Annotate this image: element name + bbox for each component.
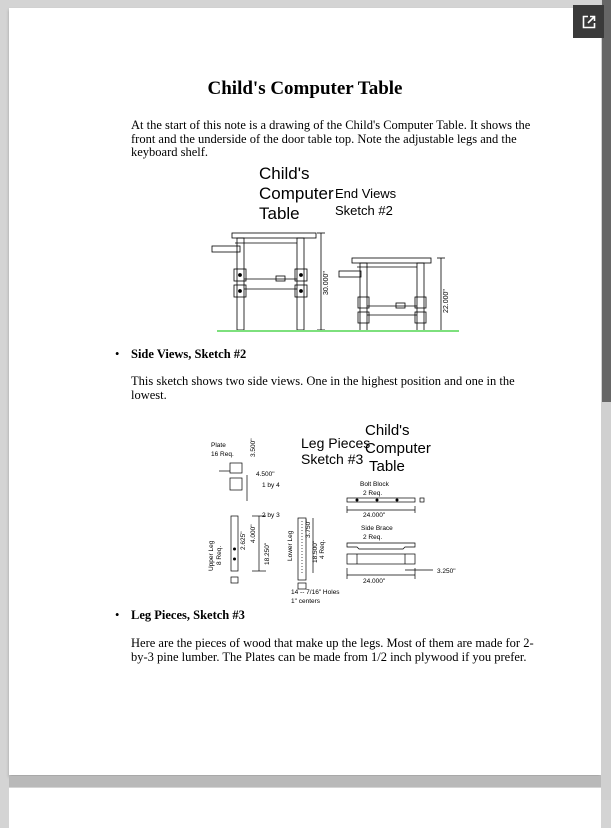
sketch-label: Child's [365,422,410,439]
sketch-label: 2 Req. [363,534,383,541]
dimension-label: 30.000" [323,271,330,295]
sketch-label: Sketch #2 [335,203,393,218]
dimension-label: 22.000" [443,289,450,313]
sketch-label: 18.500" [312,540,319,563]
bullet: • [115,347,120,361]
sketch-label: 24.000" [363,578,386,585]
page-gap [9,776,601,787]
sketch-label: 1" centers [291,598,321,605]
sketch-label: 3.250" [437,568,456,575]
open-in-new-window-icon [582,15,596,29]
page-title: Child's Computer Table [207,78,403,99]
sketch-label: 3.750" [305,519,312,538]
leg-pieces-sketch [197,413,467,608]
sketch-label: 4 Req. [319,539,326,559]
side-views-paragraph [131,375,515,402]
sketch-label: Side Brace [361,525,393,532]
sketch-label: 14 -- 7/16" Holes [291,589,340,596]
sketch-label: 18.250" [264,542,271,565]
intro-paragraph [131,119,530,160]
sketch-label: 3.500" [250,438,257,457]
sketch-label: 2 Req. [363,490,383,497]
document-page: Child's Computer Table At the start of this note is a drawing of the Child's Computer Table. It shows the front and the underside of the door table top. Note the adjustable legs and the keyboard shelf. Child's Computer Table End Views Sketch #2 30.000" 22.000" • Side Views, Sketch #2 This sketch shows two side views. One in the highest position and one in the lowest. Leg Pieces Sketch #3 Child's Computer Table Plate 16 Req. 3.500" 4.500" 1 by 4 2 by 3 Upper Leg 8 Req. 2.625" 4.000" 18.250" Lower Leg 3.750" 18.500" 4 Req. 14 -- 7/16" Holes 1" centers Bolt Block 2 Req. 24.000" Side Brace 2 Req. 24.000" 3.250" • Leg Pieces, Sketch #3 Here are the pieces of wood that make up the legs. Most of them are made for 2- by-3 pine lumber. The Plates can be made from 1/2 inch plywood if you prefer. [9,8,601,775]
sketch-label: 2 by 3 [262,512,280,519]
sketch-label: Computer [365,440,431,457]
text-line: lowest. [131,387,167,402]
sketch-label: 1 by 4 [262,482,280,489]
sketch-label: Lower Leg [287,530,294,561]
sketch-label: Bolt Block [360,481,389,488]
leg-pieces-paragraph [131,637,534,664]
popout-button[interactable] [573,5,604,38]
next-page [9,788,601,828]
text-line: This sketch shows two side views. One in the highest position and one in the [131,374,515,388]
sketch-label: Child's [259,164,310,183]
sketch-label: End Views [335,186,397,201]
text-line: front and the underside of the door table top. Note the adjustable legs and the [131,131,517,146]
text-line: by-3 pine lumber. The Plates can be made from 1/2 inch plywood if you prefer. [131,649,527,664]
text-line: At the start of this note is a drawing of the Child's Computer Table. It shows the [131,118,531,132]
sketch-label: 8 Req. [216,545,223,565]
sketch-label: Computer [259,184,334,203]
sketch-label: Plate [211,442,226,449]
sketch-label: 4.500" [256,471,275,478]
text-line: Here are the pieces of wood that make up the legs. Most of them are made for 2- [131,636,534,650]
sketch-label: 16 Req. [211,451,234,458]
bullet: • [115,608,120,622]
scrollbar-thumb[interactable] [602,0,611,402]
end-views-sketch [197,155,467,345]
sketch-label: 4.000" [250,524,257,543]
sketch-label: Sketch #3 [301,451,364,467]
sketch-label: Upper Leg [208,540,215,571]
sketch-label: Leg Pieces [301,435,371,451]
sketch-label: Table [259,204,300,223]
sketch-label: Table [369,458,405,475]
text-line: keyboard shelf. [131,145,209,159]
sketch-label: 24.000" [363,512,386,519]
sketch-label: 2.625" [240,531,247,550]
